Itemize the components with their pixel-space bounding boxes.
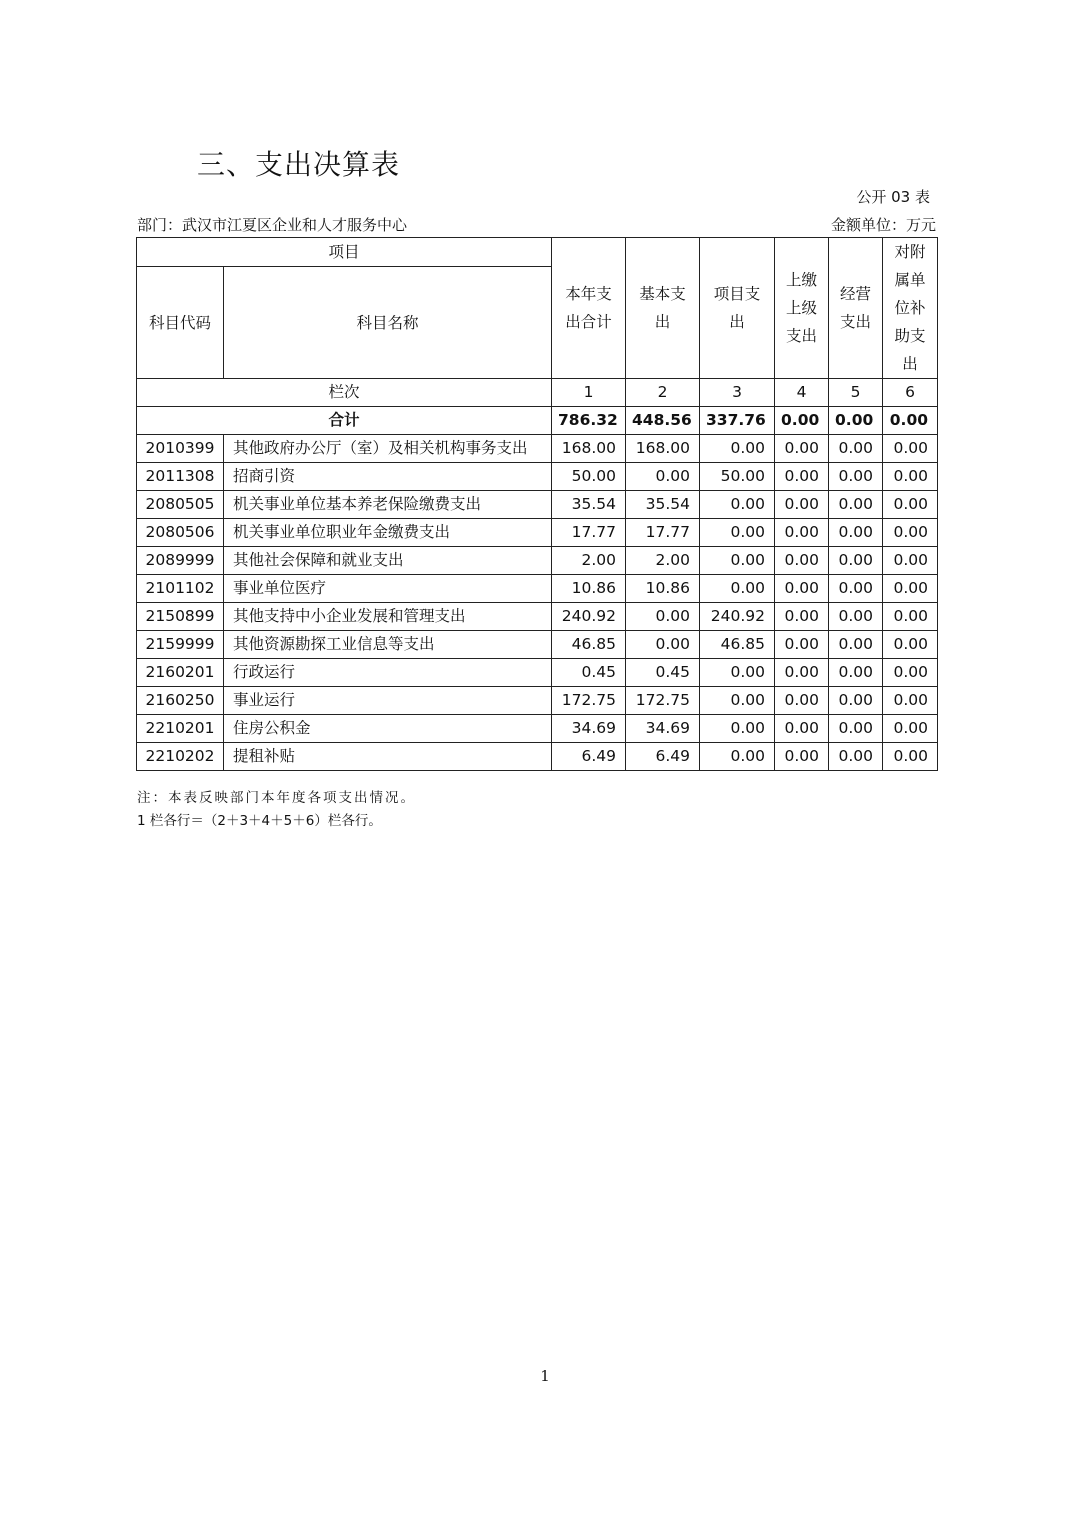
total-cell: 786.32 — [552, 407, 626, 435]
form-number: 公开 03 表 — [856, 188, 930, 206]
total-cell: 448.56 — [626, 407, 700, 435]
amount-cell: 172.75 — [626, 687, 700, 715]
total-row — [137, 407, 938, 435]
amount-cell: 0.00 — [883, 687, 938, 715]
amount-cell: 0.00 — [829, 435, 883, 463]
amount-cell: 0.00 — [775, 743, 829, 771]
amount-cell: 2.00 — [552, 547, 626, 575]
item-header: 项目 — [137, 238, 552, 267]
amount-cell: 46.85 — [552, 631, 626, 659]
index-cell: 5 — [829, 379, 883, 407]
amount-cell: 0.00 — [775, 435, 829, 463]
amount-cell: 0.00 — [883, 547, 938, 575]
subject-code-cell: 2080505 — [137, 491, 224, 519]
amount-cell: 0.00 — [626, 631, 700, 659]
table-row — [137, 631, 938, 659]
amount-cell: 0.00 — [829, 715, 883, 743]
amount-cell: 34.69 — [626, 715, 700, 743]
amount-cell: 46.85 — [700, 631, 775, 659]
amount-cell: 168.00 — [626, 435, 700, 463]
subject-code-cell: 2160250 — [137, 687, 224, 715]
table-row — [137, 659, 938, 687]
amount-cell: 0.00 — [829, 575, 883, 603]
amount-cell: 0.00 — [700, 491, 775, 519]
amount-cell: 0.00 — [829, 519, 883, 547]
subject-code-cell: 2011308 — [137, 463, 224, 491]
table-row — [137, 743, 938, 771]
amount-cell: 0.00 — [700, 715, 775, 743]
amount-cell: 0.00 — [829, 687, 883, 715]
amount-cell: 0.00 — [700, 575, 775, 603]
page-number: 1 — [540, 1367, 550, 1385]
amount-cell: 0.00 — [883, 659, 938, 687]
amount-cell: 0.00 — [883, 603, 938, 631]
amount-cell: 0.00 — [829, 659, 883, 687]
amount-cell: 10.86 — [626, 575, 700, 603]
index-cell: 3 — [700, 379, 775, 407]
subject-name-cell: 提租补贴 — [224, 743, 552, 771]
col-basic-header: 基本支出 — [626, 238, 700, 379]
amount-cell: 0.00 — [775, 715, 829, 743]
subject-code-cell: 2210202 — [137, 743, 224, 771]
amount-cell: 0.00 — [700, 687, 775, 715]
amount-cell: 0.00 — [775, 463, 829, 491]
amount-cell: 0.00 — [883, 463, 938, 491]
department-label: 部门：武汉市江夏区企业和人才服务中心 — [137, 216, 408, 234]
table-row — [137, 435, 938, 463]
amount-cell: 0.00 — [775, 519, 829, 547]
amount-cell: 0.00 — [775, 491, 829, 519]
amount-cell: 0.00 — [775, 631, 829, 659]
subject-code-cell: 2080506 — [137, 519, 224, 547]
subject-name-cell: 机关事业单位职业年金缴费支出 — [224, 519, 552, 547]
formula-note: 1 栏各行＝（2＋3＋4＋5＋6）栏各行。 — [137, 813, 382, 829]
amount-cell: 0.00 — [829, 491, 883, 519]
name-header: 科目名称 — [224, 267, 552, 379]
col-remit-header: 上缴上级支出 — [775, 238, 829, 379]
amount-cell: 50.00 — [700, 463, 775, 491]
page-title: 三、支出决算表 — [197, 148, 401, 181]
subject-name-cell: 事业运行 — [224, 687, 552, 715]
amount-cell: 17.77 — [552, 519, 626, 547]
expenditure-table — [136, 237, 938, 771]
col-subsidy-header: 对附属单位补助支出 — [883, 238, 938, 379]
table-row — [137, 687, 938, 715]
index-cell: 1 — [552, 379, 626, 407]
subject-code-cell: 2089999 — [137, 547, 224, 575]
subject-name-cell: 住房公积金 — [224, 715, 552, 743]
amount-cell: 34.69 — [552, 715, 626, 743]
amount-cell: 0.00 — [775, 687, 829, 715]
amount-cell: 0.00 — [883, 715, 938, 743]
amount-cell: 0.00 — [829, 603, 883, 631]
index-cell: 4 — [775, 379, 829, 407]
amount-cell: 0.00 — [775, 575, 829, 603]
amount-cell: 0.00 — [700, 519, 775, 547]
total-cell: 0.00 — [883, 407, 938, 435]
amount-unit-label: 金额单位：万元 — [830, 216, 936, 234]
amount-cell: 0.00 — [829, 463, 883, 491]
table-row — [137, 519, 938, 547]
subject-name-cell: 其他政府办公厅（室）及相关机构事务支出 — [224, 435, 552, 463]
table-row — [137, 715, 938, 743]
table-note: 注：本表反映部门本年度各项支出情况。 — [137, 790, 416, 806]
table-row — [137, 575, 938, 603]
index-cell: 6 — [883, 379, 938, 407]
amount-cell: 35.54 — [626, 491, 700, 519]
col-operating-header: 经营支出 — [829, 238, 883, 379]
subject-name-cell: 其他社会保障和就业支出 — [224, 547, 552, 575]
amount-cell: 0.00 — [775, 659, 829, 687]
amount-cell: 0.00 — [700, 659, 775, 687]
subject-name-cell: 其他资源勘探工业信息等支出 — [224, 631, 552, 659]
amount-cell: 240.92 — [700, 603, 775, 631]
amount-cell: 17.77 — [626, 519, 700, 547]
total-label: 合计 — [137, 407, 552, 435]
amount-cell: 50.00 — [552, 463, 626, 491]
amount-cell: 0.45 — [552, 659, 626, 687]
amount-cell: 6.49 — [552, 743, 626, 771]
header-row-top — [137, 238, 938, 267]
amount-cell: 0.00 — [829, 631, 883, 659]
amount-cell: 0.00 — [700, 743, 775, 771]
index-row — [137, 379, 938, 407]
amount-cell: 0.45 — [626, 659, 700, 687]
total-cell: 0.00 — [775, 407, 829, 435]
table-row — [137, 603, 938, 631]
amount-cell: 0.00 — [700, 547, 775, 575]
amount-cell: 10.86 — [552, 575, 626, 603]
total-cell: 0.00 — [829, 407, 883, 435]
amount-cell: 0.00 — [883, 575, 938, 603]
amount-cell: 0.00 — [775, 603, 829, 631]
amount-cell: 0.00 — [883, 519, 938, 547]
total-cell: 337.76 — [700, 407, 775, 435]
subject-name-cell: 机关事业单位基本养老保险缴费支出 — [224, 491, 552, 519]
amount-cell: 0.00 — [883, 435, 938, 463]
amount-cell: 0.00 — [829, 547, 883, 575]
amount-cell: 2.00 — [626, 547, 700, 575]
col-total-header: 本年支出合计 — [552, 238, 626, 379]
table-row — [137, 547, 938, 575]
code-header: 科目代码 — [137, 267, 224, 379]
amount-cell: 172.75 — [552, 687, 626, 715]
amount-cell: 240.92 — [552, 603, 626, 631]
table-row — [137, 463, 938, 491]
amount-cell: 0.00 — [883, 743, 938, 771]
subject-name-cell: 事业单位医疗 — [224, 575, 552, 603]
subject-name-cell: 招商引资 — [224, 463, 552, 491]
subject-code-cell: 2160201 — [137, 659, 224, 687]
index-cell: 2 — [626, 379, 700, 407]
subject-name-cell: 其他支持中小企业发展和管理支出 — [224, 603, 552, 631]
amount-cell: 168.00 — [552, 435, 626, 463]
subject-code-cell: 2101102 — [137, 575, 224, 603]
col-project-header: 项目支出 — [700, 238, 775, 379]
amount-cell: 0.00 — [626, 603, 700, 631]
subject-name-cell: 行政运行 — [224, 659, 552, 687]
subject-code-cell: 2010399 — [137, 435, 224, 463]
amount-cell: 0.00 — [700, 435, 775, 463]
amount-cell: 0.00 — [626, 463, 700, 491]
amount-cell: 0.00 — [775, 547, 829, 575]
index-label: 栏次 — [137, 379, 552, 407]
table-row — [137, 491, 938, 519]
amount-cell: 0.00 — [883, 491, 938, 519]
subject-code-cell: 2210201 — [137, 715, 224, 743]
amount-cell: 6.49 — [626, 743, 700, 771]
amount-cell: 0.00 — [883, 631, 938, 659]
amount-cell: 35.54 — [552, 491, 626, 519]
amount-cell: 0.00 — [829, 743, 883, 771]
subject-code-cell: 2159999 — [137, 631, 224, 659]
subject-code-cell: 2150899 — [137, 603, 224, 631]
